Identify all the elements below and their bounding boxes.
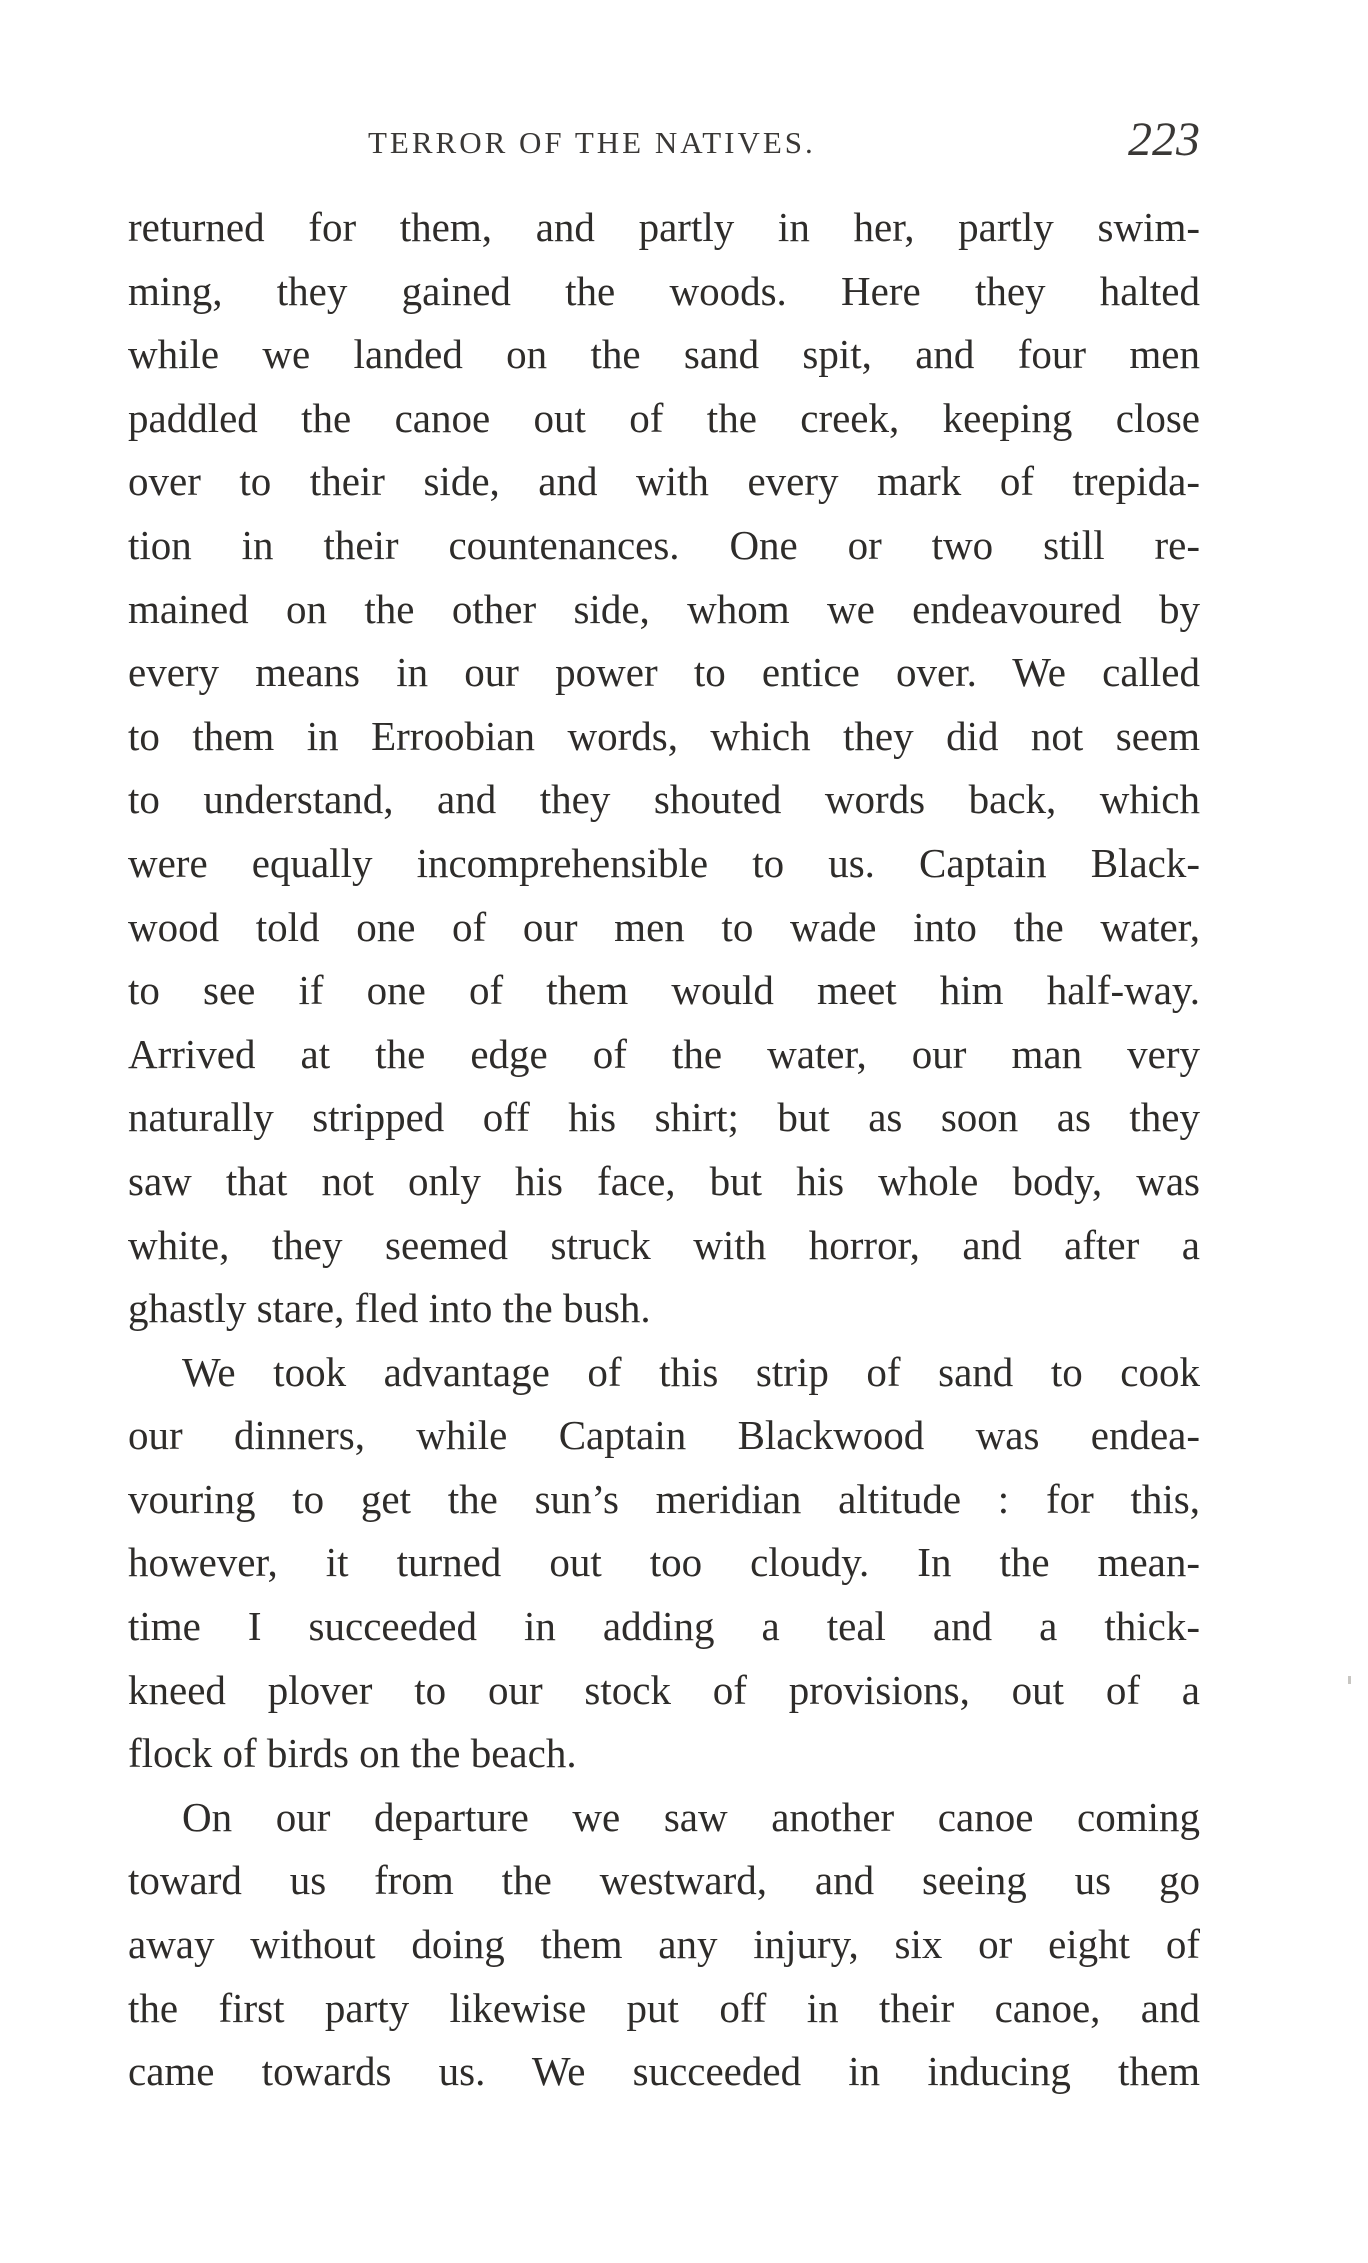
text-line: ghastly stare, fled into the bush. [128, 1285, 651, 1332]
page-number: 223 [1128, 113, 1200, 166]
text-line: naturally stripped off his shirt; but as soon as they [128, 1094, 1200, 1141]
running-title: TERROR OF THE NATIVES. [368, 125, 816, 160]
text-line: saw that not only his face, but his whole body, was [128, 1157, 1200, 1204]
text-line: On our departure we saw another canoe coming [182, 1793, 1200, 1840]
text-line: our dinners, while Captain Blackwood was endea- [128, 1412, 1200, 1459]
text-line: Arrived at the edge of the water, our man very [128, 1030, 1200, 1077]
text-line: white, they seemed struck with horror, and after a [128, 1221, 1200, 1268]
text-line: We took advantage of this strip of sand to cook [182, 1348, 1200, 1395]
text-line: toward us from the westward, and seeing us go [128, 1857, 1200, 1904]
text-line: to see if one of them would meet him half-way. [128, 967, 1200, 1014]
text-line: time I succeeded in adding a teal and a thick- [128, 1603, 1200, 1650]
text-line: vouring to get the sun’s meridian altitude : for this, [128, 1475, 1200, 1522]
text-line: wood told one of our men to wade into the water, [128, 903, 1200, 950]
text-line: ming, they gained the woods. Here they halted [128, 267, 1200, 314]
text-line: came towards us. We succeeded in inducing them [128, 2048, 1200, 2095]
running-head [128, 113, 1200, 168]
text-line: were equally incomprehensible to us. Captain Black- [128, 839, 1200, 886]
text-line: over to their side, and with every mark of trepida- [128, 458, 1200, 505]
text-line: however, it turned out too cloudy. In the mean- [128, 1539, 1200, 1586]
text-line: returned for them, and partly in her, partly swim- [128, 204, 1200, 250]
text-line: while we landed on the sand spit, and four men [128, 331, 1200, 378]
text-line: kneed plover to our stock of provisions, out of a [128, 1666, 1200, 1713]
text-line: flock of birds on the beach. [128, 1730, 577, 1777]
text-line: tion in their countenances. One or two still re- [128, 521, 1200, 568]
text-line: every means in our power to entice over. We called [128, 649, 1200, 696]
body-text [128, 196, 1200, 2104]
text-line: paddled the canoe out of the creek, keeping close [128, 394, 1200, 441]
text-line: mained on the other side, whom we endeavoured by [128, 585, 1200, 632]
text-line: to them in Erroobian words, which they did not seem [128, 712, 1200, 759]
text-line: to understand, and they shouted words back, which [128, 776, 1200, 823]
text-line: away without doing them any injury, six or eight of [128, 1921, 1200, 1968]
margin-speck [1348, 1676, 1351, 1684]
text-line: the first party likewise put off in their canoe, and [128, 1984, 1200, 2031]
